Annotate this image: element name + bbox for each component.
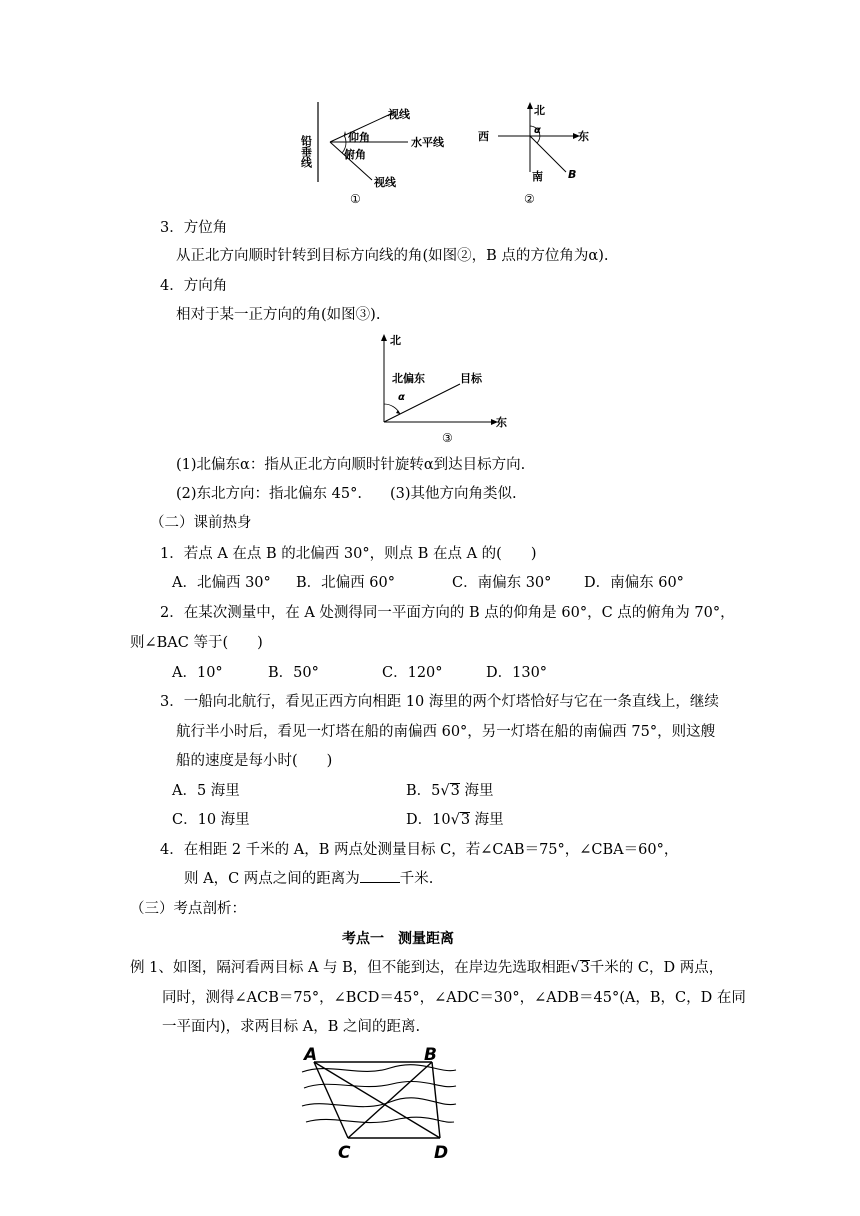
- section-3-body: 从正北方向顺时针转到目标方向线的角(如图②，B 点的方位角为α).: [176, 248, 609, 264]
- depression-angle-label: 俯角: [344, 148, 366, 161]
- q2-option-a: A．10°: [172, 665, 223, 681]
- q4-line-2-suffix: 千米.: [399, 871, 434, 887]
- figure-1-caption: ①: [350, 192, 361, 206]
- q1-option-b: B．北偏西 60°: [296, 575, 395, 591]
- figure-stroke: [344, 135, 346, 142]
- alpha-label-2: α: [534, 125, 541, 136]
- section-3-title: 3．方位角: [160, 220, 228, 236]
- q4-line-1: 4．在相距 2 千米的 A，B 两点处测量目标 C，若∠CAB＝75°，∠CBA＝60°，: [160, 842, 679, 858]
- q3-option-c: C．10 海里: [172, 812, 250, 828]
- elevation-angle-label: 仰角: [348, 131, 370, 144]
- q4-line-2: [184, 867, 433, 888]
- figure-stroke: [432, 1062, 440, 1138]
- target-label: 目标: [460, 372, 482, 385]
- figure-stroke: [396, 410, 400, 414]
- q3-option-b: [406, 779, 493, 800]
- figure-stroke: [530, 136, 566, 172]
- north-by-east-label: 北偏东: [392, 372, 425, 385]
- figure-stroke: [348, 1062, 432, 1138]
- q2-option-c: C．120°: [382, 665, 443, 681]
- figure-stroke: [314, 1062, 348, 1138]
- section-4-body: 相对于某一正方向的角(如图③).: [176, 307, 381, 323]
- q1-option-a: A．北偏西 30°: [172, 575, 271, 591]
- topic-title: 考点一 测量距离: [342, 931, 454, 947]
- point-b: B: [424, 1045, 437, 1065]
- figure-stroke: [314, 1062, 440, 1138]
- figure-stroke: [381, 334, 387, 341]
- example-1-line-1-prefix: 例 1、如图，隔河看两目标 A 与 B，但不能到达，在岸边先选取相距: [130, 960, 571, 976]
- sqrt-sign: √: [570, 960, 580, 976]
- q2-option-b: B．50°: [268, 665, 319, 681]
- q3-option-a: A．5 海里: [172, 783, 240, 799]
- q3-line-1: 3．一船向北航行，看见正西方向相距 10 海里的两个灯塔恰好与它在一条直线上，继续: [160, 694, 719, 710]
- alpha-label-3: α: [398, 392, 405, 403]
- horizontal-line-label: 水平线: [411, 136, 444, 149]
- q2-line-2: 则∠BAC 等于( ): [130, 635, 263, 651]
- q3-option-d: [406, 808, 504, 829]
- point-c: C: [338, 1143, 351, 1162]
- figure-azimuth: [474, 100, 594, 208]
- east-label-3: 东: [496, 416, 507, 429]
- q4-answer-blank[interactable]: [360, 868, 400, 883]
- q3-line-3: 船的速度是每小时( ): [176, 753, 333, 769]
- figure-stroke: [302, 1098, 456, 1107]
- figure-river-measurement: [300, 1042, 460, 1162]
- line-of-sight-bottom-label: 视线: [374, 176, 396, 189]
- note-3: (3)其他方向角类似.: [390, 486, 517, 502]
- west-label: 西: [478, 130, 489, 143]
- figure-stroke: [527, 102, 533, 109]
- q3-option-d-suffix: 海里: [470, 812, 504, 828]
- q2-option-d: D．130°: [486, 665, 548, 681]
- east-label-2: 东: [578, 130, 589, 143]
- q1-option-d: D．南偏东 60°: [584, 575, 684, 591]
- point-a: A: [304, 1045, 318, 1065]
- q3-option-b-prefix: B．5: [406, 783, 441, 799]
- figure-stroke: [344, 131, 346, 135]
- q1-option-c: C．南偏东 30°: [452, 575, 552, 591]
- q3-option-b-suffix: 海里: [459, 783, 494, 799]
- figure-stroke: [384, 384, 460, 422]
- q2-line-1: 2．在某次测量中，在 A 处测得同一平面方向的 B 点的仰角是 60°，C 点的俯角为 70°，: [160, 605, 735, 621]
- sqrt-sign: √: [450, 812, 460, 828]
- south-label: 南: [532, 170, 543, 183]
- figure-direction-angle: [370, 328, 510, 446]
- point-b-label: B: [568, 168, 577, 181]
- q4-line-2-prefix: 则 A，C 两点之间的距离为: [184, 871, 360, 887]
- figure-elevation-depression: [300, 100, 460, 208]
- warmup-title: （二）课前热身: [150, 515, 252, 531]
- example-1-line-1: [130, 956, 723, 977]
- sqrt-sign: √: [440, 783, 450, 799]
- figure-stroke: [306, 1117, 454, 1122]
- section-4-title: 4．方向角: [160, 278, 228, 294]
- figure-3-caption: ③: [442, 431, 453, 445]
- point-d: D: [434, 1143, 449, 1162]
- q3-option-b-radicand: 3: [450, 783, 460, 799]
- line-of-sight-top-label: 视线: [388, 108, 410, 121]
- figure-stroke: [314, 1062, 440, 1138]
- example-1-line-3: 一平面内)，求两目标 A，B 之间的距离.: [162, 1019, 421, 1035]
- figure-stroke: [304, 1081, 456, 1088]
- north-label-2: 北: [534, 104, 545, 117]
- q3-option-d-prefix: D．10: [406, 812, 451, 828]
- note-2: (2)东北方向：指北偏东 45°.: [176, 486, 362, 502]
- example-1-line-1-suffix: 千米的 C，D 两点，: [589, 960, 724, 976]
- north-label-3: 北: [390, 334, 401, 347]
- example-1-line-2: 同时，测得∠ACB＝75°，∠BCD＝45°，∠ADC＝30°，∠ADB＝45°(A，B，C，D 在同: [162, 990, 746, 1006]
- vertical-label-1: 铅垂线: [300, 135, 313, 168]
- q1-stem: 1．若点 A 在点 B 的北偏西 30°，则点 B 在点 A 的( ): [160, 546, 537, 562]
- q3-line-2: 航行半小时后，看见一灯塔在船的南偏西 60°，另一灯塔在船的南偏西 75°，则这艘: [176, 724, 716, 740]
- note-1: (1)北偏东α：指从正北方向顺时针旋转α到达目标方向.: [176, 457, 526, 473]
- figure-2-caption: ②: [524, 192, 535, 206]
- analysis-title: （三）考点剖析：: [130, 901, 246, 917]
- q3-option-d-radicand: 3: [460, 812, 471, 828]
- example-1-radicand: 3: [580, 960, 590, 976]
